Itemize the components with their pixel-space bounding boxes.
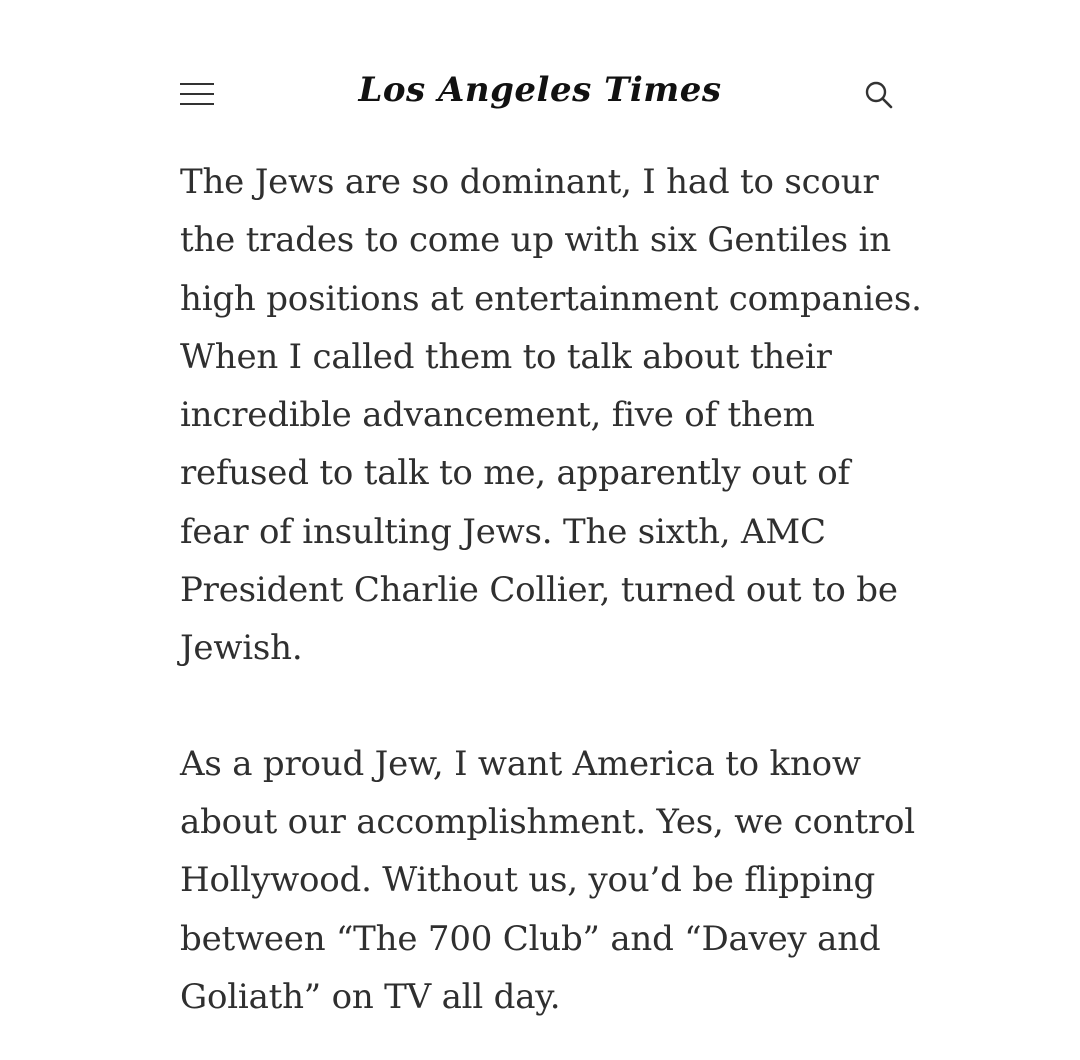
paragraph-spacer xyxy=(180,678,900,735)
paragraph-1 xyxy=(180,153,922,678)
site-header xyxy=(0,60,1080,130)
text-line: refused to talk to me, apparently out of xyxy=(180,453,850,494)
text-line: Goliath” on TV all day. xyxy=(180,976,561,1017)
masthead-logo[interactable]: Los Angeles Times xyxy=(358,70,722,110)
text-line: the trades to come up with six Gentiles in xyxy=(180,220,891,261)
search-icon[interactable] xyxy=(862,78,896,112)
paragraph-2 xyxy=(180,735,915,1026)
text-line: Hollywood. Without us, you’d be flipping xyxy=(180,860,876,901)
text-line: between “The 700 Club” and “Davey and xyxy=(180,918,881,959)
text-line: As a proud Jew, I want America to know xyxy=(180,743,861,784)
article-body xyxy=(180,153,922,1026)
text-line: incredible advancement, five of them xyxy=(180,395,815,436)
text-line: Jewish. xyxy=(180,628,303,669)
text-line: about our accomplishment. Yes, we control xyxy=(180,801,915,842)
text-line: high positions at entertainment companies. xyxy=(180,278,922,319)
text-line: When I called them to talk about their xyxy=(180,336,832,377)
text-line: fear of insulting Jews. The sixth, AMC xyxy=(180,511,826,552)
text-line: The Jews are so dominant, I had to scour xyxy=(180,162,879,202)
text-line: President Charlie Collier, turned out to be xyxy=(180,570,898,611)
